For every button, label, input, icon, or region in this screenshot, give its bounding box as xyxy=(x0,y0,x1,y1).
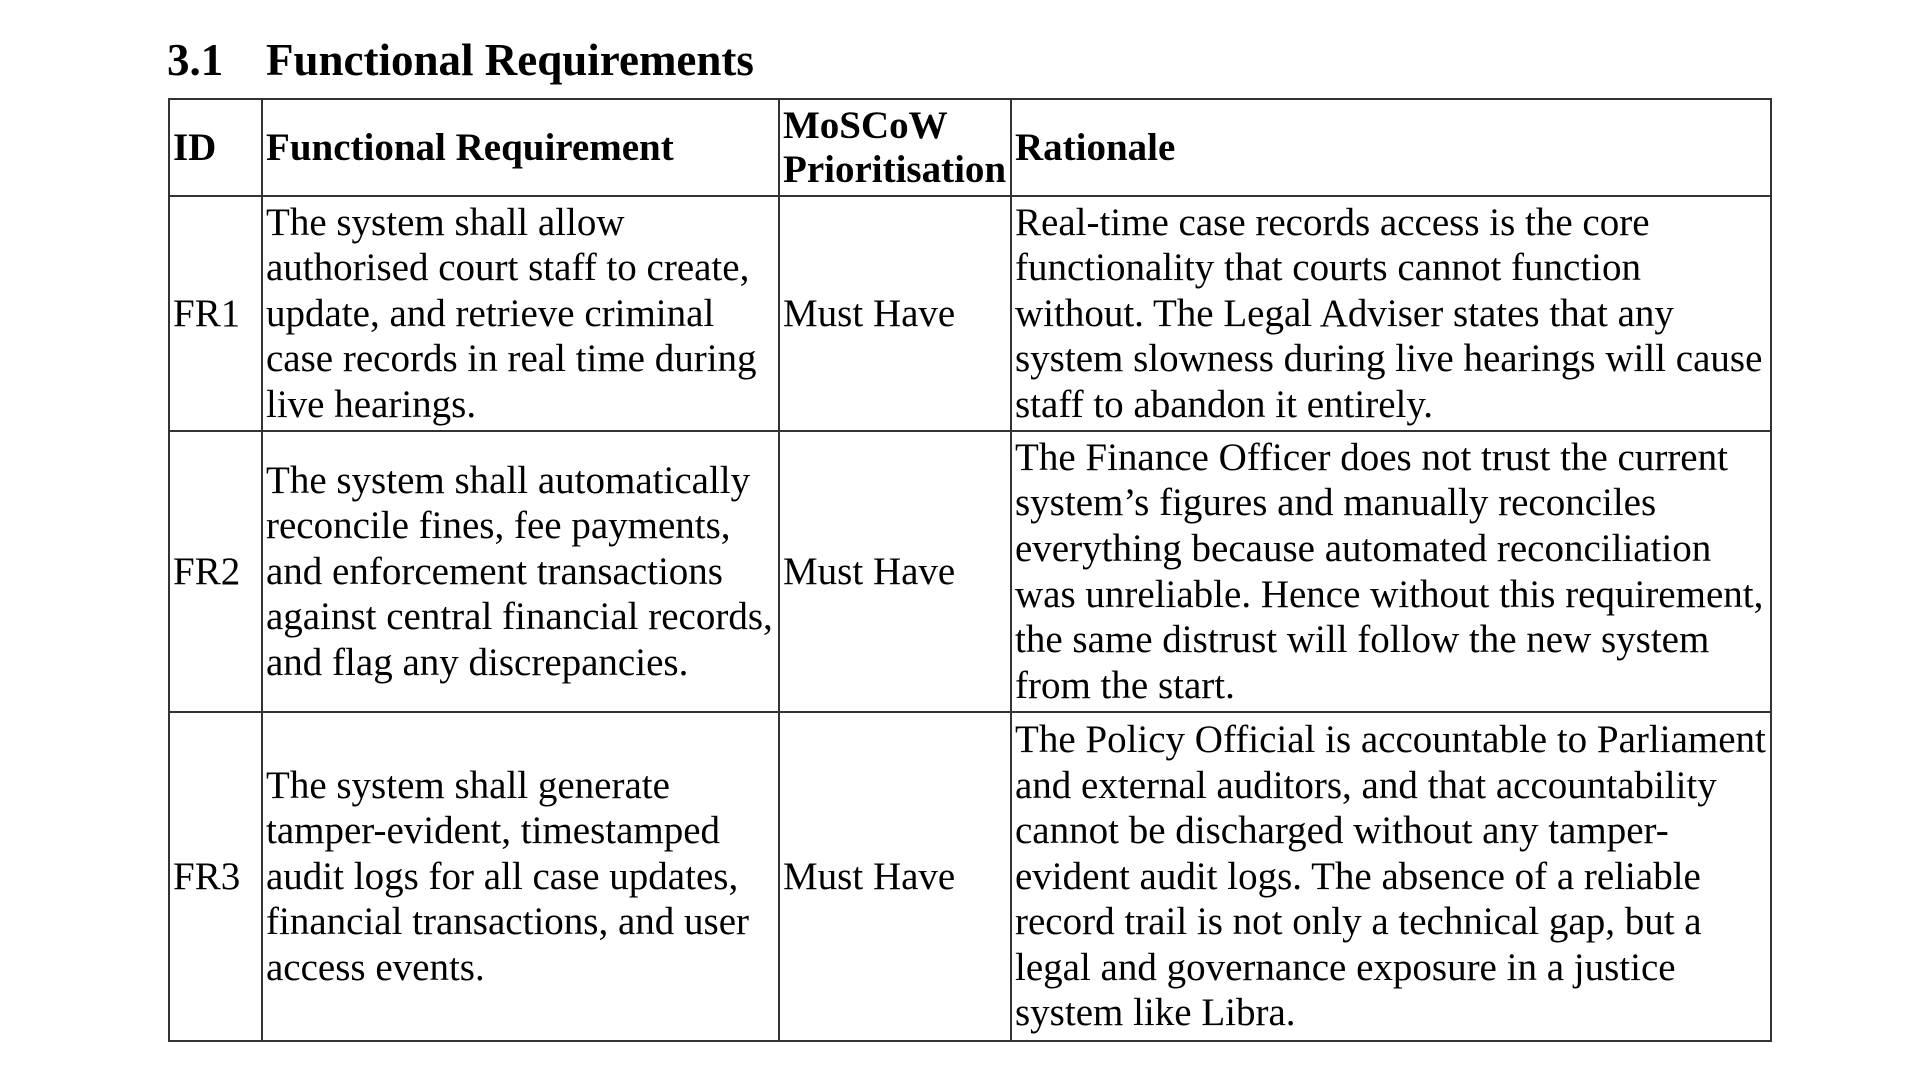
requirement-rationale: The Policy Official is accountable to Parliament and external auditors, and that accountability cannot be discharged without any tamper-evident audit logs. The absence of a reliable record trail is not only a technical gap, but a legal and governance exposure in a justice system like Libra. xyxy=(1011,712,1771,1041)
table-header-row xyxy=(169,99,1771,196)
requirement-text: The system shall automatically reconcile fines, fee payments, and enforcement transactions against central financial records, and flag any discrepancies. xyxy=(262,431,779,712)
header-requirement: Functional Requirement xyxy=(262,99,779,196)
requirement-id: FR1 xyxy=(169,196,262,431)
requirement-text: The system shall generate tamper-evident, timestamped audit logs for all case updates, financial transactions, and user access events. xyxy=(262,712,779,1041)
table-row xyxy=(169,196,1771,431)
table-row xyxy=(169,712,1771,1041)
requirement-rationale: The Finance Officer does not trust the current system’s figures and manually reconciles everything because automated reconciliation was unreliable. Hence without this requirement, the same distrust will follow the new system from the start. xyxy=(1011,431,1771,712)
requirement-priority: Must Have xyxy=(779,431,1011,712)
requirement-priority: Must Have xyxy=(779,196,1011,431)
header-rationale: Rationale xyxy=(1011,99,1771,196)
requirement-id: FR3 xyxy=(169,712,262,1041)
requirements-table xyxy=(168,98,1772,1042)
header-priority: MoSCoW Prioritisation xyxy=(779,99,1011,196)
requirement-rationale: Real-time case records access is the core functionality that courts cannot function without. The Legal Adviser states that any system slowness during live hearings will cause staff to abandon it entirely. xyxy=(1011,196,1771,431)
requirement-priority: Must Have xyxy=(779,712,1011,1041)
section-heading xyxy=(167,30,754,90)
requirement-id: FR2 xyxy=(169,431,262,712)
section-title: Functional Requirements xyxy=(266,35,754,85)
table-row xyxy=(169,431,1771,712)
page-bottom-edge xyxy=(0,1050,1920,1080)
section-number: 3.1 xyxy=(167,35,224,85)
header-id: ID xyxy=(169,99,262,196)
requirement-text: The system shall allow authorised court staff to create, update, and retrieve criminal case records in real time during live hearings. xyxy=(262,196,779,431)
